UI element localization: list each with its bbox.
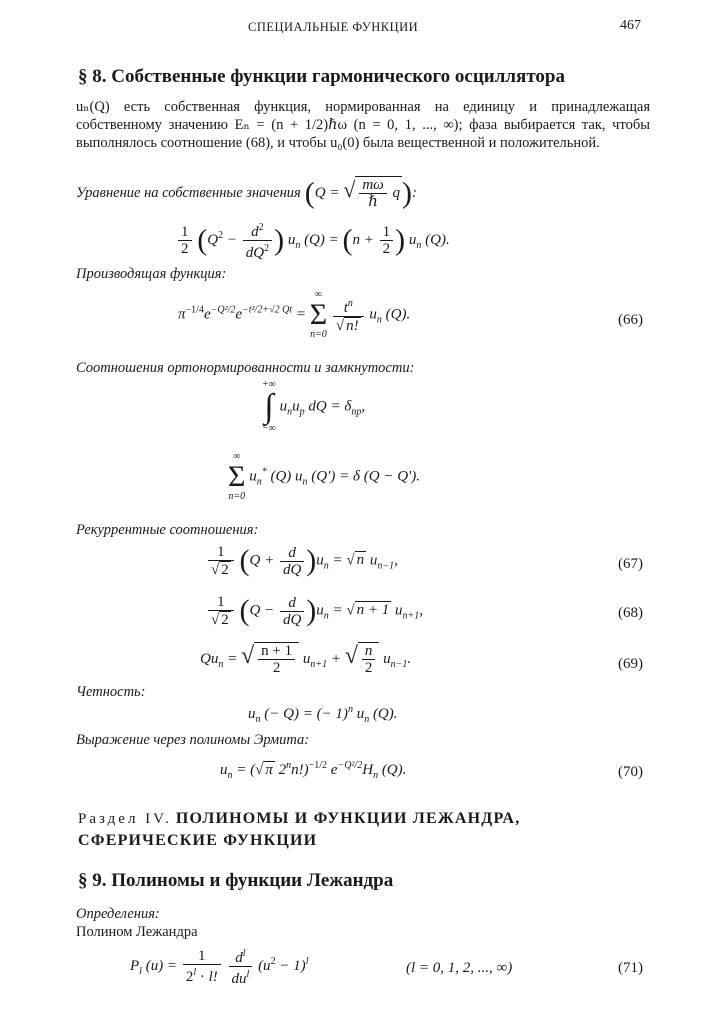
part-4-title-line-1: ПОЛИНОМЫ И ФУНКЦИИ ЛЕЖАНДРА,	[175, 810, 521, 827]
ortho-equation-2: ∞ Σ n=0 $u_n^*$ (Q) $u_n$ (Q′) = δ (Q − Q′).	[228, 451, 421, 502]
generating-label: Производящая функция:	[76, 266, 227, 282]
page-number: 467	[620, 18, 641, 33]
generating-equation: $\pi^{-1/4}e^{-Q^2/2}e^{-t^2/2+√2 Qt}$ = ∞ Σ n=0 $\frac{t^n}{√ n!}$ $u_n$ (Q).	[178, 289, 411, 340]
parity-equation: $u_n$ (− Q) = (− 1)$^n$ $u_n$ (Q).	[248, 704, 398, 725]
equation-number-68: (68)	[618, 605, 643, 621]
recurrence-equation-69: $Qu_n$ = √ $\frac{n + 1}{2}$ $u_{n+1}$ + √ $\frac{n}{2}$ $u_{n-1}$.	[200, 642, 412, 676]
part-4-heading-line-1	[78, 810, 520, 828]
definitions-label: Определения:	[76, 906, 160, 922]
recurrence-equation-68: $\frac{1}{√ 2}$ (Q − $\frac{d}{dQ}$ )$u_n$ = √ n + 1 $u_{n+1}$,	[206, 594, 423, 628]
equation-number-67: (67)	[618, 556, 643, 572]
eigen-substitution: (Q = √ $\frac{m\omega}{\text{ℏ}}$ q):	[304, 176, 417, 210]
section-8-title: § 8. Собственные функции гармонического осциллятора	[78, 66, 565, 87]
part-4-prefix: Раздел IV.	[78, 811, 172, 827]
part-4-title-line-2: СФЕРИЧЕСКИЕ ФУНКЦИИ	[78, 832, 318, 849]
legendre-polynomial-label: Полином Лежандра	[76, 924, 198, 940]
equation-number-71: (71)	[618, 960, 643, 976]
equation-number-69: (69)	[618, 656, 643, 672]
running-head: СПЕЦИАЛЬНЫЕ ФУНКЦИИ	[248, 20, 419, 34]
section-9-title: § 9. Полиномы и функции Лежандра	[78, 870, 394, 891]
eigen-equation: $\frac{1}{2}$ ($Q^2$ − $\frac{d^2}{dQ^2}$ ) $u_n$ (Q) = (n + $\frac{1}{2}$ ) $u_n$ (Q).	[176, 220, 450, 261]
intro-paragraph: uₙ(Q) есть собственная функция, нормированная на единицу и принадлежащая собственному значению Eₙ = (n + 1/2)ℏω (n = 0, 1, ..., ∞); фаза выбирается так, чтобы выполнялось соотношение (68), и чтобы u₀(0) была вещественной и положительной.	[76, 99, 650, 151]
equation-number-66: (66)	[618, 312, 643, 328]
legendre-condition: (l = 0, 1, 2, ..., ∞)	[406, 960, 513, 976]
ortho-label: Соотношения ортонормированности и замкнутости:	[76, 360, 415, 376]
hermite-label: Выражение через полиномы Эрмита:	[76, 732, 310, 748]
eigen-label-row	[76, 176, 417, 210]
recurrence-equation-67: $\frac{1}{√ 2}$ (Q + $\frac{d}{dQ}$ )$u_n$ = √ n $u_{n-1}$,	[206, 544, 398, 578]
legendre-equation: $P_l$ (u) = $\frac{1}{2^l \cdot l!}$ $\frac{d^l}{du^l}$ $(u^2 - 1)^l$	[130, 948, 309, 987]
parity-label: Четность:	[76, 684, 146, 700]
ortho-equation-1: +∞ ∫ −∞ $u_nu_p$ dQ = $\delta_{np}$,	[262, 379, 366, 434]
equation-number-70: (70)	[618, 764, 643, 780]
hermite-equation: $u_n$ = (√ π 2$^n$n!)$^{-1/2}$ $e^{-Q^2/2}H_n$ (Q).	[220, 760, 407, 781]
recurrence-label: Рекуррентные соотношения:	[76, 522, 259, 538]
eigen-label: Уравнение на собственные значения	[76, 184, 301, 201]
